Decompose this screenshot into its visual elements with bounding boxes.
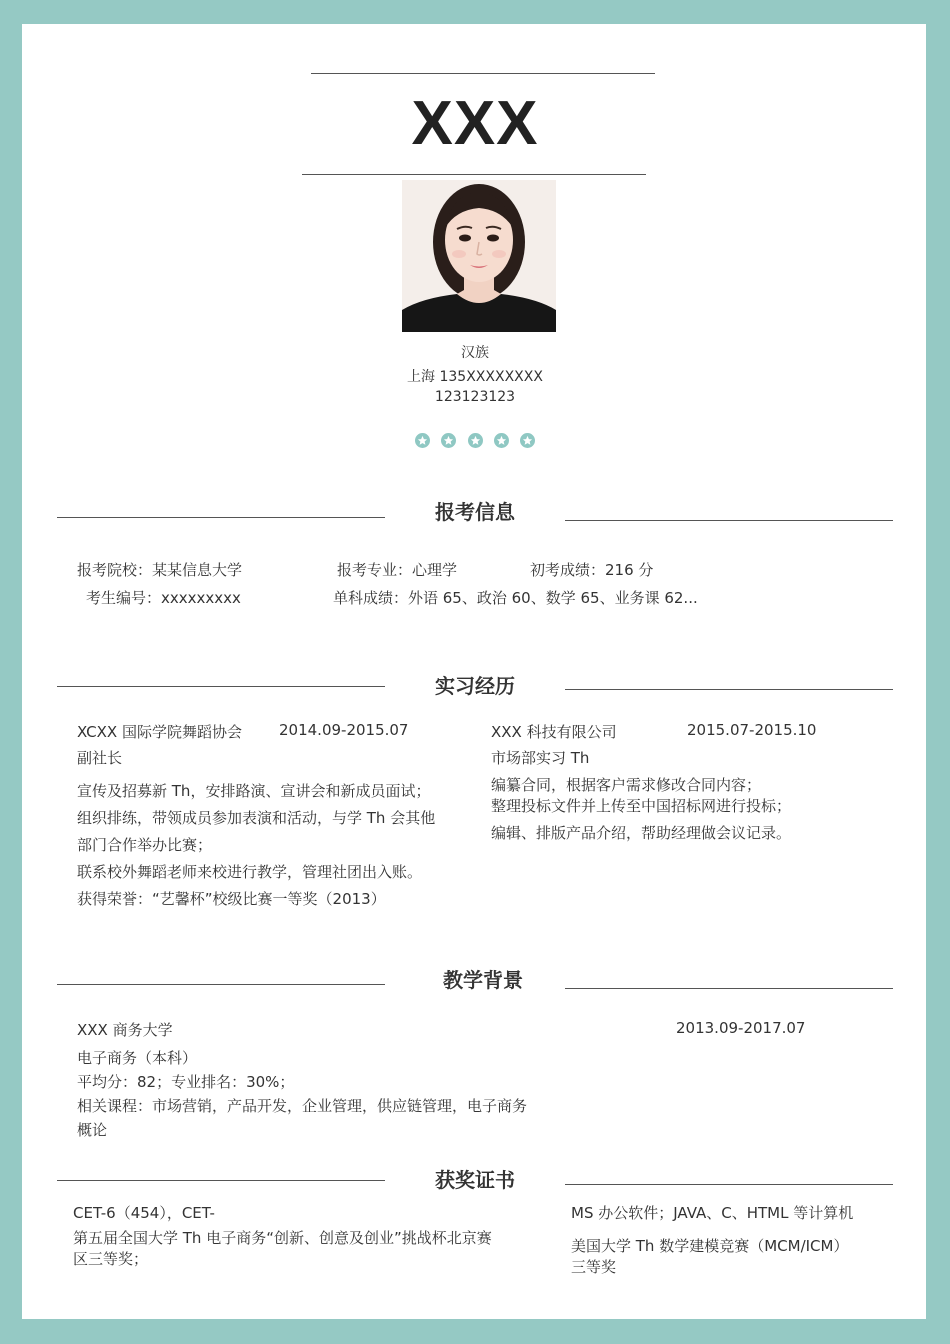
internship-left-org: XCXX 国际学院舞蹈协会	[77, 723, 242, 741]
internship-right-period: 2015.07-2015.10	[687, 721, 817, 739]
exam-subject-scores: 单科成绩：外语 65、政治 60、数学 65、业务课 62...	[333, 589, 698, 607]
awards-left-line: 第五届全国大学 Th 电子商务“创新、创意及创业”挑战杯北京赛	[73, 1229, 492, 1247]
extra-info: 123123123	[434, 389, 516, 405]
internship-right-line: 整理投标文件并上传至中国招标网进行投标；	[491, 797, 792, 815]
internship-left-period: 2014.09-2015.07	[279, 721, 409, 739]
internship-left-line: 组织排练，带领成员参加表演和活动，与学 Th 会其他	[77, 809, 436, 827]
star-icon	[520, 433, 535, 448]
exam-candidate-no: 考生编号：xxxxxxxxx	[86, 589, 241, 607]
awards-right-line: MS 办公软件；JAVA、C、HTML 等计算机	[571, 1204, 854, 1222]
section-title-education: 教学背景	[443, 968, 523, 992]
candidate-name: XXX	[411, 89, 539, 158]
education-courses: 相关课程：市场营销，产品开发，企业管理，供应链管理，电子商务	[77, 1097, 528, 1115]
education-school: XXX 商务大学	[77, 1021, 173, 1039]
rating-stars	[0, 430, 950, 449]
name-top-rule	[311, 73, 655, 74]
internship-right-role: 市场部实习 Th	[491, 749, 590, 767]
exam-initial-score: 初考成绩：216 分	[530, 561, 654, 579]
awards-right-line: 三等奖	[571, 1258, 617, 1276]
section-rule-right	[565, 520, 893, 521]
internship-left-line: 宣传及招募新 Th，安排路演、宣讲会和新成员面试；	[77, 782, 431, 800]
name-bottom-rule	[302, 174, 646, 175]
exam-major: 报考专业：心理学	[337, 561, 458, 579]
internship-right-line: 编辑、排版产品介绍，帮助经理做会议记录。	[491, 824, 792, 842]
internship-right-line: 编纂合同，根据客户需求修改合同内容；	[491, 776, 762, 794]
internship-left-line: 获得荣誉：“艺馨杯”校级比赛一等奖（2013）	[77, 890, 386, 908]
internship-right-org: XXX 科技有限公司	[491, 723, 617, 741]
section-rule-right	[565, 1184, 893, 1185]
section-title-exam: 报考信息	[435, 500, 515, 524]
awards-right-line: 美国大学 Th 数学建模竞赛（MCM/ICM）	[571, 1237, 849, 1255]
internship-left-line: 联系校外舞蹈老师来校进行教学，管理社团出入账。	[77, 863, 423, 881]
location-phone: 上海 135XXXXXXXX	[407, 369, 543, 385]
star-icon	[494, 433, 509, 448]
section-title-awards: 获奖证书	[435, 1168, 515, 1192]
star-icon	[415, 433, 430, 448]
section-title-internship: 实习经历	[435, 674, 515, 698]
education-major: 电子商务（本科）	[77, 1049, 198, 1067]
education-gpa: 平均分：82；专业排名：30%；	[77, 1073, 295, 1091]
section-rule-right	[565, 988, 893, 989]
internship-left-role: 副社长	[77, 749, 123, 767]
profile-photo	[402, 180, 556, 332]
ethnicity: 汉族	[461, 345, 489, 361]
education-period: 2013.09-2017.07	[676, 1019, 806, 1037]
section-rule-right	[565, 689, 893, 690]
star-icon	[441, 433, 456, 448]
exam-school: 报考院校：某某信息大学	[77, 561, 243, 579]
internship-left-line: 部门合作举办比赛；	[77, 836, 213, 854]
education-courses-cont: 概论	[77, 1121, 108, 1139]
awards-left-line: 区三等奖；	[73, 1250, 149, 1268]
awards-left-line: CET-6（454），CET-	[73, 1204, 215, 1222]
star-icon	[468, 433, 483, 448]
